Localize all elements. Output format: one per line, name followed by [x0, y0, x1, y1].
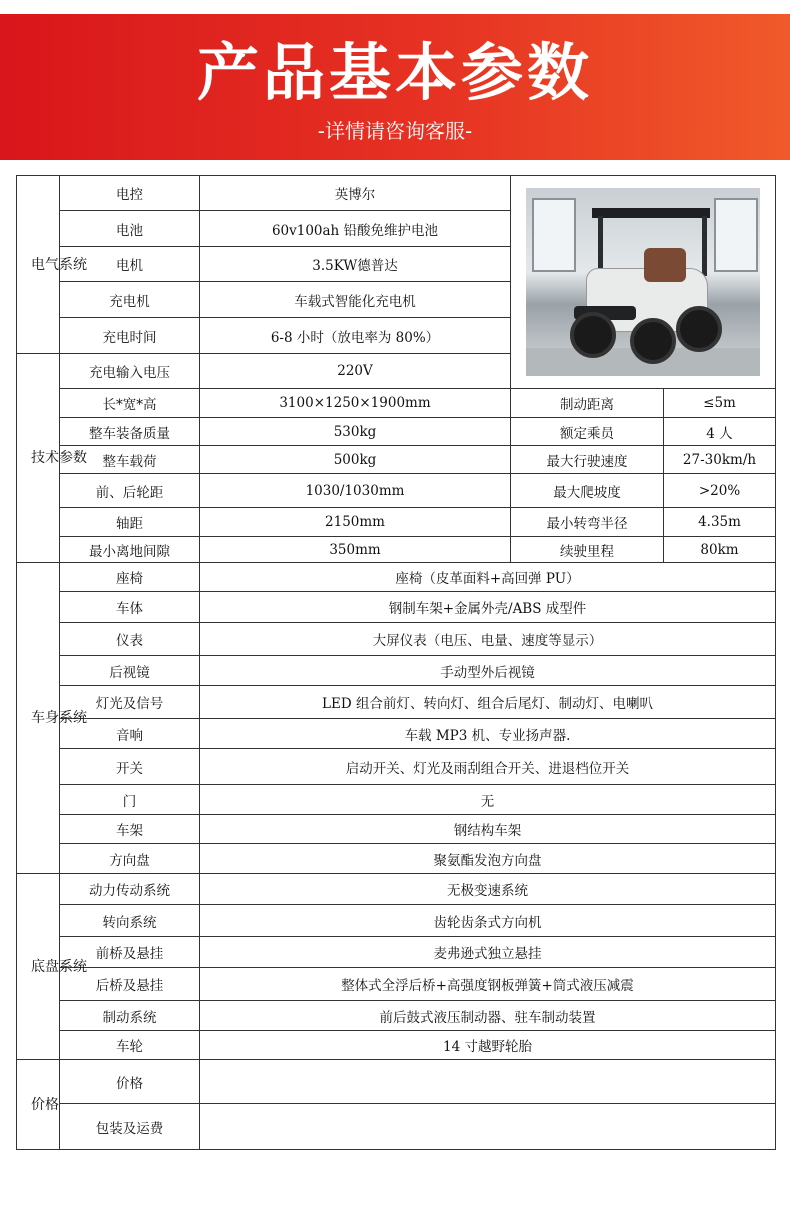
table-row	[17, 537, 776, 563]
table-row	[17, 785, 776, 815]
spec-label: 前桥及悬挂	[60, 937, 200, 968]
spec-label: 制动距离	[511, 389, 664, 418]
spec-value: 聚氨酯发泡方向盘	[200, 844, 776, 874]
spec-label: 充电机	[60, 282, 200, 318]
spec-label: 电池	[60, 211, 200, 247]
cart-wheel	[676, 306, 722, 352]
spec-label: 灯光及信号	[60, 686, 200, 719]
window-shape	[714, 198, 758, 272]
table-row	[17, 905, 776, 937]
spec-label: 最大行驶速度	[511, 446, 664, 474]
spec-label: 音响	[60, 719, 200, 749]
spec-value: LED 组合前灯、转向灯、组合后尾灯、制动灯、电喇叭	[200, 686, 776, 719]
table-row	[17, 389, 776, 418]
spec-label: 价格	[60, 1060, 200, 1104]
table-row	[17, 446, 776, 474]
table-row	[17, 1104, 776, 1150]
spec-value: 530kg	[200, 418, 511, 446]
spec-value: 大屏仪表（电压、电量、速度等显示）	[200, 623, 776, 656]
category-tech	[17, 354, 87, 563]
spec-label: 包装及运费	[60, 1104, 200, 1150]
spec-value: 钢制车架+金属外壳/ABS 成型件	[200, 592, 776, 623]
table-row	[17, 592, 776, 623]
spec-value: 整体式全浮后桥+高强度钢板弹簧+筒式液压减震	[200, 968, 776, 1001]
spec-label: 电机	[60, 247, 200, 282]
cart-wheel	[630, 318, 676, 364]
spec-value: 27-30km/h	[664, 446, 776, 474]
cart-wheel	[570, 312, 616, 358]
table-row	[17, 686, 776, 719]
spec-value: 座椅（皮革面料+高回弹 PU）	[200, 563, 776, 592]
spec-value: 3100×1250×1900mm	[200, 389, 511, 418]
table-row	[17, 749, 776, 785]
spec-value: ≤5m	[664, 389, 776, 418]
spec-value: 车载式智能化充电机	[200, 282, 511, 318]
spec-value: 齿轮齿条式方向机	[200, 905, 776, 937]
golf-cart-photo	[526, 188, 760, 376]
spec-value: 前后鼓式液压制动器、驻车制动装置	[200, 1001, 776, 1031]
spec-value: 1030/1030mm	[200, 474, 511, 508]
spec-label: 座椅	[60, 563, 200, 592]
category-label: 底盘系统	[31, 958, 87, 975]
window-shape	[532, 198, 576, 272]
spec-label: 电控	[60, 176, 200, 211]
spec-value: 350mm	[200, 537, 511, 563]
spec-label: 续驶里程	[511, 537, 664, 563]
spec-value: 4 人	[664, 418, 776, 446]
spec-value: 车载 MP3 机、专业扬声器.	[200, 719, 776, 749]
spec-value: 60v100ah 铅酸免维护电池	[200, 211, 511, 247]
spec-label: 长*宽*高	[60, 389, 200, 418]
table-row	[17, 623, 776, 656]
spec-label: 整车装备质量	[60, 418, 200, 446]
spec-label: 额定乘员	[511, 418, 664, 446]
spec-value: 2150mm	[200, 508, 511, 537]
spec-label: 充电输入电压	[60, 354, 200, 389]
spec-label: 最大爬坡度	[511, 474, 664, 508]
spec-value: 启动开关、灯光及雨刮组合开关、进退档位开关	[200, 749, 776, 785]
spec-value: 4.35m	[664, 508, 776, 537]
table-row	[17, 1060, 776, 1104]
table-row	[17, 508, 776, 537]
table-row	[17, 844, 776, 874]
vehicle-photo-cell	[511, 176, 776, 389]
cart-seat	[644, 248, 686, 282]
spec-label: 最小离地间隙	[60, 537, 200, 563]
spec-label: 最小转弯半径	[511, 508, 664, 537]
spec-label: 方向盘	[60, 844, 200, 874]
spec-value: 80km	[664, 537, 776, 563]
table-row	[17, 1001, 776, 1031]
category-electric	[17, 176, 87, 354]
spec-label: 车轮	[60, 1031, 200, 1060]
spec-value: 钢结构车架	[200, 815, 776, 844]
spec-value: 6-8 小时（放电率为 80%）	[200, 318, 511, 354]
table-row	[17, 656, 776, 686]
spec-label: 前、后轮距	[60, 474, 200, 508]
category-chassis	[17, 874, 87, 1060]
table-row	[17, 968, 776, 1001]
spec-label: 仪表	[60, 623, 200, 656]
spec-value: 14 寸越野轮胎	[200, 1031, 776, 1060]
spec-value: 手动型外后视镜	[200, 656, 776, 686]
spec-value: 英博尔	[200, 176, 511, 211]
table-row	[17, 937, 776, 968]
table-row	[17, 418, 776, 446]
table-row	[17, 474, 776, 508]
category-label: 车身系统	[31, 710, 87, 726]
spec-value: 麦弗逊式独立悬挂	[200, 937, 776, 968]
table-row	[17, 719, 776, 749]
table-row	[17, 1031, 776, 1060]
spec-label: 动力传动系统	[60, 874, 200, 905]
spec-label: 后桥及悬挂	[60, 968, 200, 1001]
header-banner	[0, 14, 790, 160]
table-row	[17, 563, 776, 592]
spec-label: 车体	[60, 592, 200, 623]
spec-label: 制动系统	[60, 1001, 200, 1031]
spec-label: 转向系统	[60, 905, 200, 937]
spec-value: 3.5KW德普达	[200, 247, 511, 282]
spec-table	[16, 175, 776, 1150]
cart-roof	[592, 208, 710, 218]
spec-value: 500kg	[200, 446, 511, 474]
category-label: 技术参数	[31, 450, 87, 466]
category-label: 电气系统	[31, 256, 87, 273]
category-label: 价格	[31, 1096, 59, 1113]
category-price	[17, 1060, 60, 1150]
spec-value	[200, 1104, 776, 1150]
table-row	[17, 874, 776, 905]
cart-pillar	[702, 216, 707, 276]
spec-value: 220V	[200, 354, 511, 389]
spec-value: 无	[200, 785, 776, 815]
spec-label: 整车载荷	[60, 446, 200, 474]
spec-label: 开关	[60, 749, 200, 785]
page-title: 产品基本参数	[196, 36, 593, 109]
spec-value: 无极变速系统	[200, 874, 776, 905]
spec-label: 充电时间	[60, 318, 200, 354]
table-row	[17, 176, 776, 211]
spec-label: 门	[60, 785, 200, 815]
spec-value	[200, 1060, 776, 1104]
page-subtitle: -详情请咨询客服-	[317, 119, 473, 143]
table-row	[17, 815, 776, 844]
spec-value: >20%	[664, 474, 776, 508]
spec-label: 后视镜	[60, 656, 200, 686]
category-body	[17, 563, 87, 874]
cart-pillar	[598, 216, 603, 276]
spec-label: 轴距	[60, 508, 200, 537]
spec-label: 车架	[60, 815, 200, 844]
